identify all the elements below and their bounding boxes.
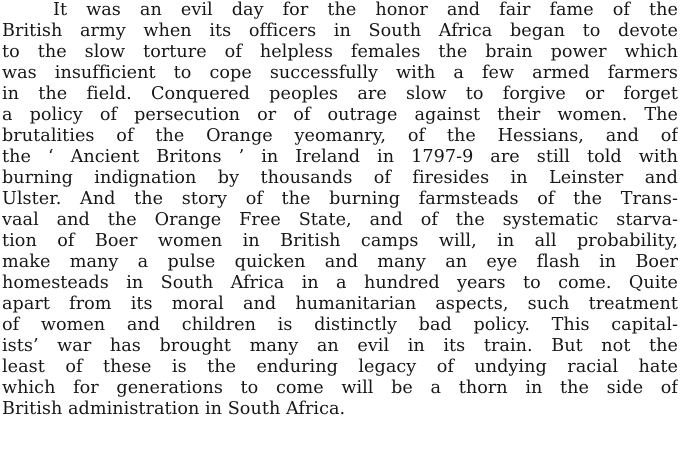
paragraph-line: British army when its officers in South Africa began to devote xyxy=(2,21,678,41)
body-paragraph xyxy=(2,0,678,420)
paragraph-line: make many a pulse quicken and many an eye flash in Boer xyxy=(2,252,678,272)
paragraph-line: in the field. Conquered peoples are slow to forgive or forget xyxy=(2,84,678,104)
paragraph-line: It was an evil day for the honor and fair fame of the xyxy=(53,0,678,20)
paragraph-line: least of these is the enduring legacy of undying racial hate xyxy=(2,357,678,377)
paragraph-line: which for generations to come will be a thorn in the side of xyxy=(2,378,678,398)
paragraph-line: tion of Boer women in British camps will, in all probability, xyxy=(2,231,678,251)
paragraph-line: was insufficient to cope successfully with a few armed farmers xyxy=(2,63,678,83)
paragraph-line: homesteads in South Africa in a hundred years to come. Quite xyxy=(2,273,678,293)
paragraph-line: burning indignation by thousands of firesides in Leinster and xyxy=(2,168,678,188)
paragraph-line: brutalities of the Orange yeomanry, of the Hessians, and of xyxy=(2,126,678,146)
paragraph-line: apart from its moral and humanitarian aspects, such treatment xyxy=(2,294,678,314)
paragraph-line: ists’ war has brought many an evil in its train. But not the xyxy=(2,336,678,356)
paragraph-line: to the slow torture of helpless females the brain power which xyxy=(2,42,678,62)
paragraph-line: vaal and the Orange Free State, and of the systematic starva- xyxy=(2,210,678,230)
paragraph-line: the ‘ Ancient Britons ’ in Ireland in 1797-9 are still told with xyxy=(2,147,678,167)
paragraph-line: of women and children is distinctly bad policy. This capital- xyxy=(2,315,678,335)
paragraph-line: Ulster. And the story of the burning farmsteads of the Trans- xyxy=(2,189,678,209)
paragraph-line: a policy of persecution or of outrage against their women. The xyxy=(2,105,678,125)
paragraph-line: British administration in South Africa. xyxy=(2,399,346,419)
